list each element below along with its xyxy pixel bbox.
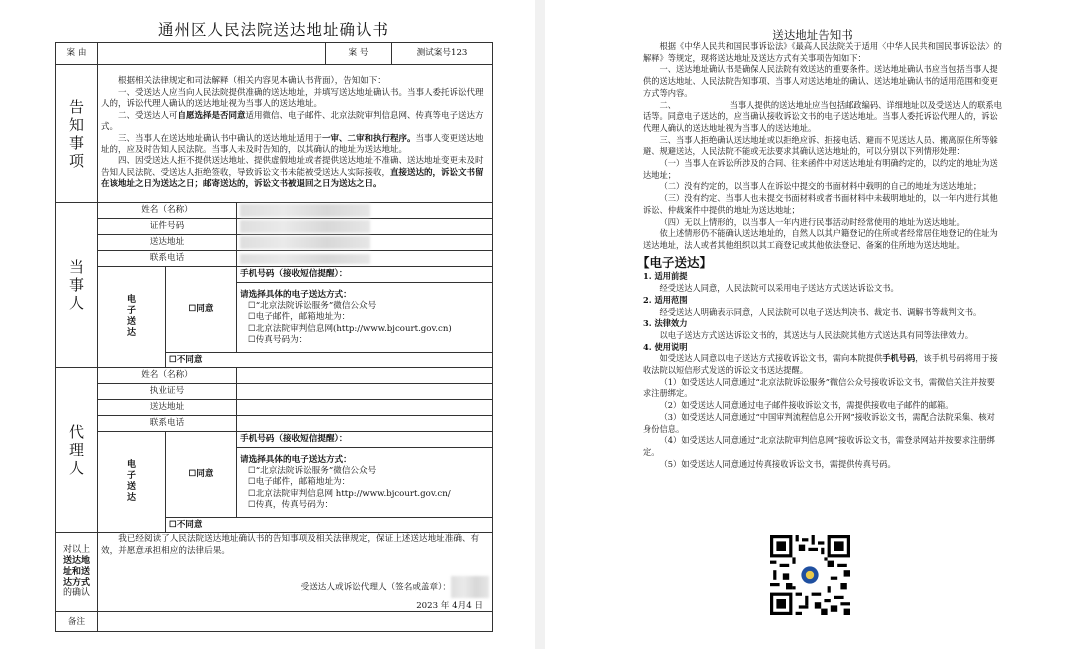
party-e-service-label: 电 子 送 达: [98, 267, 166, 368]
case-no-value: 测试案号123: [392, 43, 493, 65]
agent-name-value[interactable]: [237, 368, 493, 384]
notice-title: 送达地址告知书: [772, 28, 853, 42]
party-phone-prompt: 手机号码（接收短信提醒）：: [237, 267, 493, 283]
agent-license-label: 执业证号: [98, 384, 237, 400]
party-name-value[interactable]: [237, 203, 493, 219]
agent-phone-prompt: 手机号码（接收短信提醒）：: [237, 432, 493, 448]
party-phone-value[interactable]: [237, 251, 493, 267]
party-id-label: 证件号码: [98, 219, 237, 235]
signature-field[interactable]: [451, 576, 489, 598]
notice-paragraph: 根据相关法律规定和司法解释（相关内容见本确认书背面），告知如下：: [118, 76, 386, 87]
notice-paragraph: 三、当事人在送达地址确认书中确认的送达地址适用于一审、二审和执行程序。当事人变更送达地址的，应及时告知人民法院。当事人未及时告知的，以其确认的地址为送达地址。: [101, 133, 484, 155]
agent-e-service-label: 电 子 送 达: [98, 432, 166, 533]
confirmation-page: [0, 0, 535, 649]
confirm-text: 我已经阅读了人民法院送达地址确认书的告知事项及相关法律规定，保证上述送达地址准确、有效，并愿意承担相应的法律后果。: [101, 534, 480, 557]
notice-paragraph: 四、因受送达人拒不提供送达地址、提供虚假地址或者提供送达地址不准确、送达地址变更未及时告知人民法院、受送达人拒绝签收，导致诉讼文书未能被受送达人实际接收，直接送达的，诉讼文书留在该地址之日为送达之日；邮寄送达的，诉讼文书被退回之日为送达之日。: [101, 156, 484, 190]
qr-code-icon: [770, 535, 850, 615]
agent-option-web[interactable]: ☐北京法院审判信息网 http://www.bjcourt.gov.cn/: [248, 488, 451, 499]
party-option-wechat[interactable]: ☐“北京法院诉讼服务”微信公众号: [248, 301, 377, 312]
agent-name-label: 姓名（名称）: [98, 368, 237, 384]
signature-label: 受送达人或诉讼代理人（签名或盖章）：: [300, 582, 451, 593]
notice-paragraph: 一、受送达人应当向人民法院提供准确的送达地址，并填写送达地址确认书。当事人委托诉讼代理人的，诉讼代理人确认的送达地址视为当事人的送达地址。: [101, 87, 484, 110]
notice-label: 告 知 事 项: [56, 65, 98, 203]
agent-license-value[interactable]: [237, 384, 493, 400]
party-id-value[interactable]: [237, 219, 493, 235]
notice-page: [545, 0, 1080, 649]
party-option-fax[interactable]: ☐传真号码为：: [248, 334, 308, 345]
party-disagree-checkbox[interactable]: ☐不同意: [166, 353, 493, 368]
agent-option-wechat[interactable]: ☐“北京法院诉讼服务”微信公众号: [248, 466, 377, 477]
confirm-content: [98, 533, 493, 612]
agent-phone-label: 联系电话: [98, 416, 237, 432]
party-label: 当 事 人: [56, 203, 98, 368]
case-cause-value[interactable]: [98, 43, 326, 65]
agent-e-options: 请选择具体的电子送达方式： ☐“北京法院诉讼服务”微信公众号 ☐电子邮件，邮箱地址为： ☐北京法院审判信息网 http://www.bjcourt.gov.cn/ ☐传真，传真号码为：: [237, 448, 493, 518]
party-phone-label: 联系电话: [98, 251, 237, 267]
notice-body: 根据《中华人民共和国民事诉讼法》《最高人民法院关于适用〈中华人民共和国民事诉讼法〉的解释》等规定，现将送达地址及送达方式有关事项告知如下： 一、送达地址确认书是确保人民法院有效送达的重要条件。送达地址确认书应当包括当事人提供的送达地址、人民法院告知事项、当事人对送达地址的确认、送达地址确认书的适用范围和变更方式等内容。 二、 当事人提供的送达地址应当包括邮政编码、详细地址以及受送达人的联系电话等。同意电子送达的，应当确认接收诉讼文书的电子送达地址。当事人委托诉讼代理人的，诉讼代理人确认的送达地址视为当事人的送达地址。 三、当事人拒绝确认送达地址或以拒绝应诉、拒接电话、避而不见送达人员、搬离原住所等躲避、规避送达，人民法院不能或无法要求其确认送达地址的，可以分别以下列情形处理： （一）当事人在诉讼所涉及的合同、往来函件中对送达地址有明确约定的，以约定的地址为送达地址； （二）没有约定的，以当事人在诉讼中提交的书面材料中载明的自己的地址为送达地址； （三）没有约定、当事人也未提交书面材料或者书面材料中未载明地址的，以一年内进行其他诉讼、仲裁案件中提供的地址为送达地址； （四）无以上情形的，以当事人一年内进行民事活动时经常使用的地址为送达地址。 依上述情形仍不能确认送达地址的，自然人以其户籍登记的住所或者经常居住地登记的住址为送达地址，法人或者其他组织以其工商登记或其他依法登记、备案的住所地为送达地址。 【电子送达】 1. 适用前提 经受送达人同意，人民法院可以采用电子送达方式送达诉讼文书。 2. 适用范围 经受送达人明确表示同意，人民法院可以电子送达判决书、裁定书、调解书等裁判文书。 3. 法律效力 以电子送达方式送达诉讼文书的，其送达与人民法院其他方式送达具有同等法律效力。 4. 使用说明 如受送达人同意以电子送达方式接收诉讼文书，需向本院提供手机号码，该手机号码将用于接收法院以短信形式发送的诉讼文书送达提醒。 （1）如受送达人同意通过“北京法院诉讼服务”微信公众号接收诉讼文书，需微信关注并按要求注册绑定。 （2）如受送达人同意通过电子邮件接收诉讼文书，需提供接收电子邮件的邮箱。 （3）如受送达人同意通过“中国审判流程信息公开网”接收诉讼文书，需配合法院采集、核对身份信息。 （4）如受送达人同意通过“北京法院审判信息网”接收诉讼文书，需登录网站并按要求注册绑定。 （5）如受送达人同意通过传真接收诉讼文书，需提供传真号码。: [637, 41, 1002, 469]
agent-phone-value[interactable]: [237, 416, 493, 432]
party-address-value[interactable]: [237, 235, 493, 251]
agent-option-fax[interactable]: ☐传真，传真号码为：: [248, 499, 334, 510]
agent-address-label: 送达地址: [98, 400, 237, 416]
party-option-web[interactable]: ☐北京法院审判信息网(http://www.bjcourt.gov.cn): [248, 323, 452, 334]
confirm-label: 对以上 送达地 址和送 达方式 的确认: [56, 533, 98, 612]
party-e-options: 请选择具体的电子送达方式： ☐“北京法院诉讼服务”微信公众号 ☐电子邮件，邮箱地址为： ☐北京法院审判信息网(http://www.bjcourt.gov.cn) ☐传真号码为：: [237, 283, 493, 353]
remark-label: 备注: [56, 612, 98, 632]
agent-address-value[interactable]: [237, 400, 493, 416]
party-name-label: 姓名（名称）: [98, 203, 237, 219]
notice-content: [98, 65, 493, 203]
sign-date: 2023 年 4月4 日: [416, 600, 483, 611]
agent-label: 代 理 人: [56, 368, 98, 533]
party-option-email[interactable]: ☐电子邮件，邮箱地址为：: [248, 312, 351, 323]
document-title: 通州区人民法院送达地址确认书: [157, 21, 389, 39]
party-agree-checkbox[interactable]: ☐同意: [166, 267, 237, 353]
agent-option-email[interactable]: ☐电子邮件，邮箱地址为：: [248, 477, 351, 488]
party-address-label: 送达地址: [98, 235, 237, 251]
agent-agree-checkbox[interactable]: ☐同意: [166, 432, 237, 518]
agent-disagree-checkbox[interactable]: ☐不同意: [166, 518, 493, 533]
section-title: 【电子送达】: [637, 254, 713, 270]
case-no-label: 案 号: [326, 43, 392, 65]
remark-value[interactable]: [98, 612, 493, 632]
notice-paragraph: 二、受送达人可自愿选择是否同意适用微信、电子邮件、北京法院审判信息网、传真等电子送达方式。: [101, 110, 484, 133]
confirmation-form-table: [55, 42, 493, 632]
case-cause-label: 案 由: [56, 43, 98, 65]
